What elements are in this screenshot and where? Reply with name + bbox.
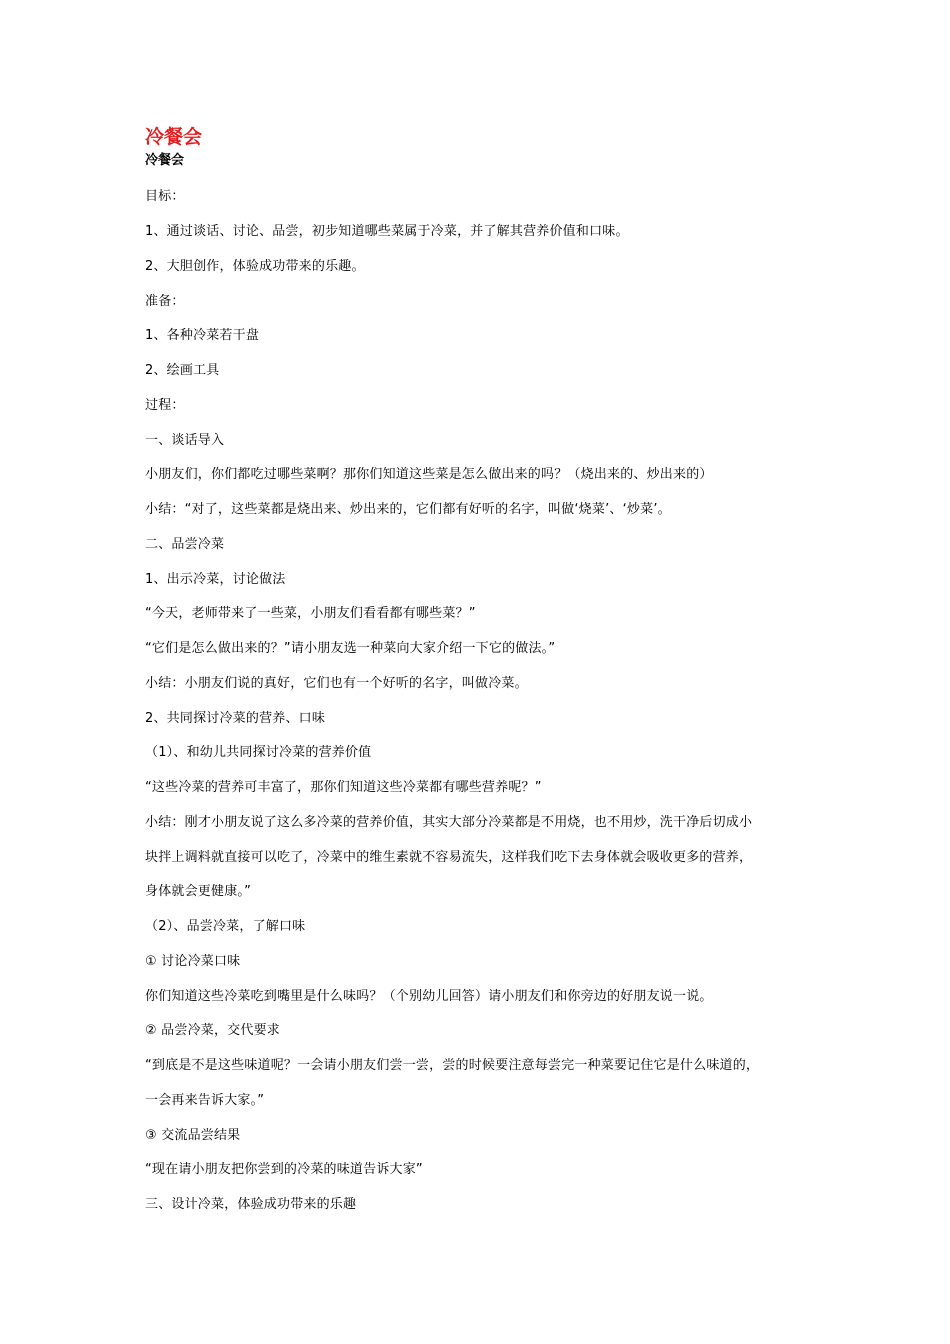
paragraph-line: “现在请小朋友把你尝到的冷菜的味道告诉大家” — [145, 1162, 423, 1177]
subsection-heading: ① 讨论冷菜口味 — [145, 954, 241, 969]
heading-goals: 目标： — [145, 189, 185, 204]
goal-item: 2、大胆创作，体验成功带来的乐趣。 — [145, 259, 365, 274]
preparation-item: 1、各种冷菜若干盘 — [145, 328, 260, 343]
paragraph-line: “这些冷菜的营养可丰富了，那你们知道这些冷菜都有哪些营养呢？” — [145, 780, 542, 795]
paragraph-line: “到底是不是这些味道呢？一会请小朋友们尝一尝，尝的时候要注意每尝完一种菜要记住它是什么味道的， — [145, 1058, 760, 1073]
section-heading: 二、品尝冷菜 — [145, 537, 225, 552]
paragraph-line: 小结：“对了，这些菜都是烧出来、炒出来的，它们都有好听的名字，叫做‘烧菜’、‘炒菜’。 — [145, 502, 671, 517]
subsection-heading: （1）、和幼儿共同探讨冷菜的营养价值 — [145, 745, 372, 760]
paragraph-line: 小结：小朋友们说的真好，它们也有一个好听的名字，叫做冷菜。 — [145, 676, 528, 691]
subsection-heading: ③ 交流品尝结果 — [145, 1128, 241, 1143]
document-subtitle: 冷餐会 — [145, 153, 185, 168]
heading-process: 过程： — [145, 398, 185, 413]
subsection-heading: 1、出示冷菜，讨论做法 — [145, 572, 286, 587]
preparation-item: 2、绘画工具 — [145, 363, 220, 378]
paragraph-line: 块拌上调料就直接可以吃了，冷菜中的维生素就不容易流失，这样我们吃下去身体就会吸收更多的营养， — [145, 850, 753, 865]
document-title: 冷餐会 — [145, 126, 203, 148]
paragraph-line: 身体就会更健康。” — [145, 884, 252, 899]
subsection-heading: ② 品尝冷菜，交代要求 — [145, 1023, 280, 1038]
goal-item: 1、通过谈话、讨论、品尝，初步知道哪些菜属于冷菜，并了解其营养价值和口味。 — [145, 224, 629, 239]
paragraph-line: “它们是怎么做出来的？”请小朋友选一种菜向大家介绍一下它的做法。” — [145, 641, 556, 656]
heading-preparation: 准备： — [145, 294, 185, 309]
subsection-heading: （2）、品尝冷菜，了解口味 — [145, 919, 306, 934]
paragraph-line: “今天，老师带来了一些菜，小朋友们看看都有哪些菜？” — [145, 606, 476, 621]
paragraph-line: 小结：刚才小朋友说了这么多冷菜的营养价值，其实大部分冷菜都是不用烧，也不用炒，洗干净后切成小 — [145, 815, 753, 830]
paragraph-line: 你们知道这些冷菜吃到嘴里是什么味吗？（个别幼儿回答）请小朋友们和你旁边的好朋友说一说。 — [145, 989, 713, 1004]
section-heading: 三、设计冷菜，体验成功带来的乐趣 — [145, 1197, 357, 1212]
section-heading: 一、谈话导入 — [145, 433, 225, 448]
paragraph-line: 小朋友们，你们都吃过哪些菜啊？那你们知道这些菜是怎么做出来的吗？（烧出来的、炒出来的） — [145, 467, 713, 482]
paragraph-line: 一会再来告诉大家。” — [145, 1093, 265, 1108]
subsection-heading: 2、共同探讨冷菜的营养、口味 — [145, 711, 326, 726]
